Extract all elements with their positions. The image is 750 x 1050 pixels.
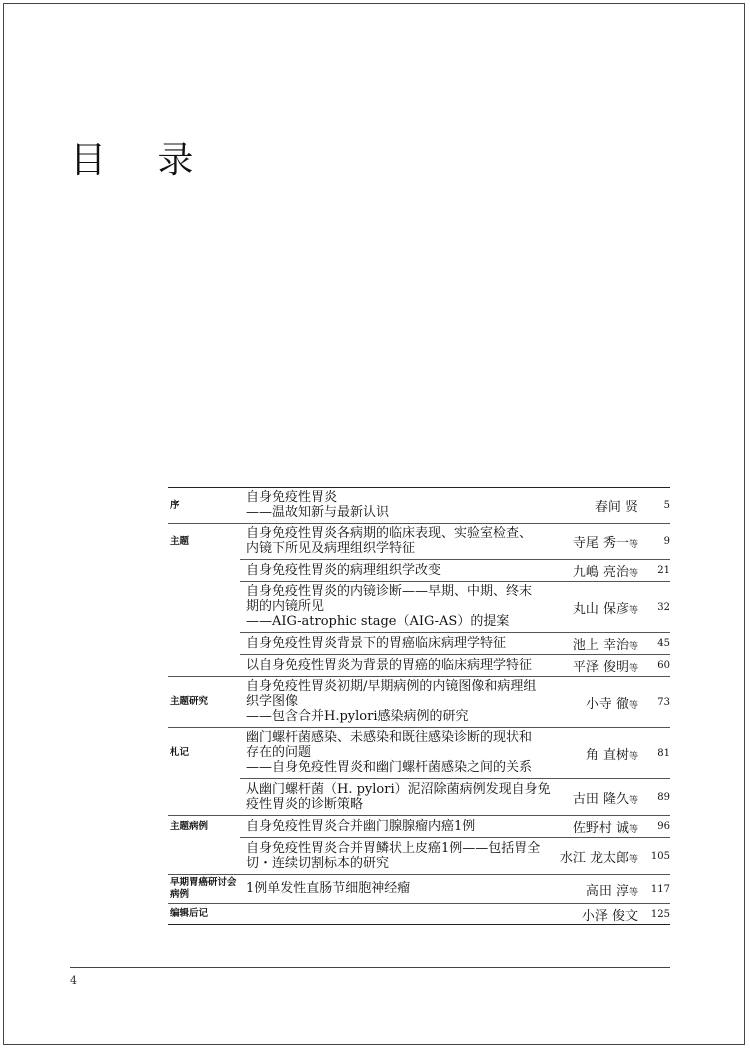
toc-category: 札记: [170, 747, 190, 758]
toc-title: [240, 488, 595, 523]
toc-title: [240, 728, 586, 778]
toc-author-name: 角 直树: [585, 747, 629, 763]
toc-entry[interactable]: [168, 523, 670, 559]
toc-page-number: 9: [663, 536, 670, 547]
toc-author-etc: 等: [628, 795, 638, 806]
toc-author: [573, 634, 642, 653]
toc-author-name: 水江 龙太郎: [559, 850, 629, 866]
toc-category: 主题病例: [170, 820, 209, 832]
toc-author: [573, 817, 642, 836]
toc-author: [586, 693, 642, 712]
toc-page-number: 32: [657, 601, 670, 613]
toc-entry[interactable]: [168, 727, 670, 778]
toc-author-name: 高田 淳: [585, 883, 629, 899]
toc-category: 编辑后记: [170, 908, 209, 919]
toc-title-line: 自身免疫性胃炎的内镜诊断——早期、中期、终末: [246, 584, 533, 599]
toc-category: 早期胃癌研讨会病例: [170, 877, 237, 900]
toc-author: [586, 880, 642, 899]
toc-author-etc: 等: [628, 569, 638, 579]
toc-title: [240, 524, 573, 559]
toc-author-name: 小泽 俊文: [581, 908, 638, 924]
toc-author: [573, 656, 642, 675]
toc-title-line: ——包含合并H.pylori感染病例的研究: [246, 709, 469, 724]
toc-title-line: 疫性胃炎的诊断策略: [246, 796, 364, 812]
toc-title-line: 自身免疫性胃炎: [246, 490, 338, 505]
toc-entry[interactable]: [168, 778, 670, 815]
toc-author-name: 池上 幸治: [572, 638, 629, 653]
toc-title: [240, 912, 582, 917]
toc-author-etc: 等: [628, 887, 638, 898]
toc-category: 主题研究: [170, 696, 209, 707]
toc-entry[interactable]: [168, 487, 670, 523]
toc-title-line: 自身免疫性胃炎合并胃鳞状上皮癌1例——包括胃全: [246, 840, 541, 856]
toc-entry[interactable]: [168, 815, 670, 837]
toc-title-line: 切・连续切割标本的研究: [246, 855, 390, 871]
toc-entry[interactable]: [168, 559, 670, 581]
toc-title-line: 幽门螺杆菌感染、未感染和既往感染诊断的现状和: [246, 730, 533, 745]
toc-title-line: 自身免疫性胃炎背景下的胃癌临床病理学特征: [246, 635, 507, 651]
toc-title-line: 自身免疫性胃炎合并幽门腺腺瘤内癌1例: [246, 818, 476, 834]
toc-page-number: 81: [657, 747, 670, 759]
toc-category: 序: [170, 499, 180, 511]
toc-title-line: 1例单发性直肠节细胞神经瘤: [246, 881, 411, 896]
toc-author-etc: 等: [628, 642, 638, 652]
toc-title-line: 自身免疫性胃炎初期/早期病例的内镜图像和病理组: [246, 679, 537, 694]
toc-title: [240, 634, 573, 654]
toc-title: [240, 561, 573, 581]
toc-author-etc: 等: [628, 605, 638, 616]
table-of-contents: [168, 487, 670, 925]
toc-page-number: 73: [657, 696, 670, 708]
toc-author-etc: 等: [628, 825, 638, 835]
toc-author-name: 小寺 徹: [585, 696, 629, 712]
toc-title-line: 自身免疫性胃炎各病期的临床表现、实验室检查、: [246, 526, 533, 541]
toc-author: [573, 561, 642, 580]
toc-author-name: 九嶋 亮治: [572, 565, 629, 580]
toc-page-number: 125: [650, 908, 670, 920]
toc-page-number: 105: [650, 850, 670, 862]
toc-author-etc: 等: [628, 700, 638, 711]
toc-page-number: 21: [657, 565, 670, 576]
toc-entry[interactable]: [168, 654, 670, 676]
toc-author: [573, 598, 642, 617]
page-number: 4: [70, 974, 77, 987]
toc-author-name: 平泽 俊明: [572, 660, 629, 675]
toc-title-line: 自身免疫性胃炎的病理组织学改变: [246, 562, 442, 578]
toc-title-line: 从幽门螺杆菌（H. pylori）泥沼除菌病例发现自身免: [246, 781, 551, 797]
toc-author: [573, 788, 642, 807]
page-title: 目 录: [70, 140, 214, 181]
toc-author-name: 古田 隆久: [572, 791, 629, 807]
toc-author-etc: 等: [628, 751, 638, 762]
toc-author: [582, 905, 642, 924]
toc-category: 主题: [170, 535, 190, 547]
toc-title: [240, 656, 573, 676]
toc-title: [240, 677, 586, 727]
toc-title-line: 内镜下所见及病理组织学特征: [246, 541, 416, 556]
toc-author-name: 春间 贤: [594, 500, 638, 515]
toc-title-line: 以自身免疫性胃炎为背景的胃癌的临床病理学特征: [246, 657, 533, 673]
toc-title-line: ——AIG-atrophic stage（AIG-AS）的提案: [246, 614, 510, 629]
toc-title-line: 织学图像: [246, 694, 299, 709]
toc-entry[interactable]: [168, 676, 670, 727]
toc-author: [595, 496, 642, 515]
toc-author: [573, 532, 642, 551]
toc-entry[interactable]: [168, 581, 670, 632]
toc-author-etc: 等: [628, 664, 638, 674]
toc-author-name: 佐野村 诚: [572, 821, 629, 836]
toc-author-name: 寺尾 秀一: [572, 536, 629, 551]
toc-entry[interactable]: [168, 874, 670, 903]
toc-title-line: 存在的问题: [246, 745, 312, 760]
toc-entry[interactable]: [168, 632, 670, 654]
toc-author-name: 丸山 保彦: [572, 601, 629, 617]
toc-title: [240, 839, 560, 874]
toc-author-etc: 等: [628, 540, 638, 550]
toc-page-number: 45: [657, 638, 670, 649]
footer-rule: [70, 967, 670, 968]
toc-entry[interactable]: [168, 837, 670, 874]
toc-title: [240, 780, 573, 815]
toc-title-line: 期的内镜所见: [246, 599, 325, 614]
toc-page-number: 60: [657, 660, 670, 671]
toc-entry[interactable]: [168, 903, 670, 925]
toc-author: [586, 744, 642, 763]
toc-title: [240, 582, 573, 632]
toc-title: [240, 817, 573, 837]
toc-page-number: 5: [663, 500, 670, 511]
toc-page-number: 89: [657, 791, 670, 803]
toc-author: [560, 847, 642, 866]
toc-page-number: 117: [650, 883, 670, 895]
toc-page-number: 96: [657, 821, 670, 832]
toc-title-line: ——温故知新与最新认识: [246, 505, 390, 520]
toc-title: [240, 879, 586, 899]
toc-title-line: ——自身免疫性胃炎和幽门螺杆菌感染之间的关系: [246, 760, 533, 775]
toc-author-etc: 等: [628, 854, 638, 865]
